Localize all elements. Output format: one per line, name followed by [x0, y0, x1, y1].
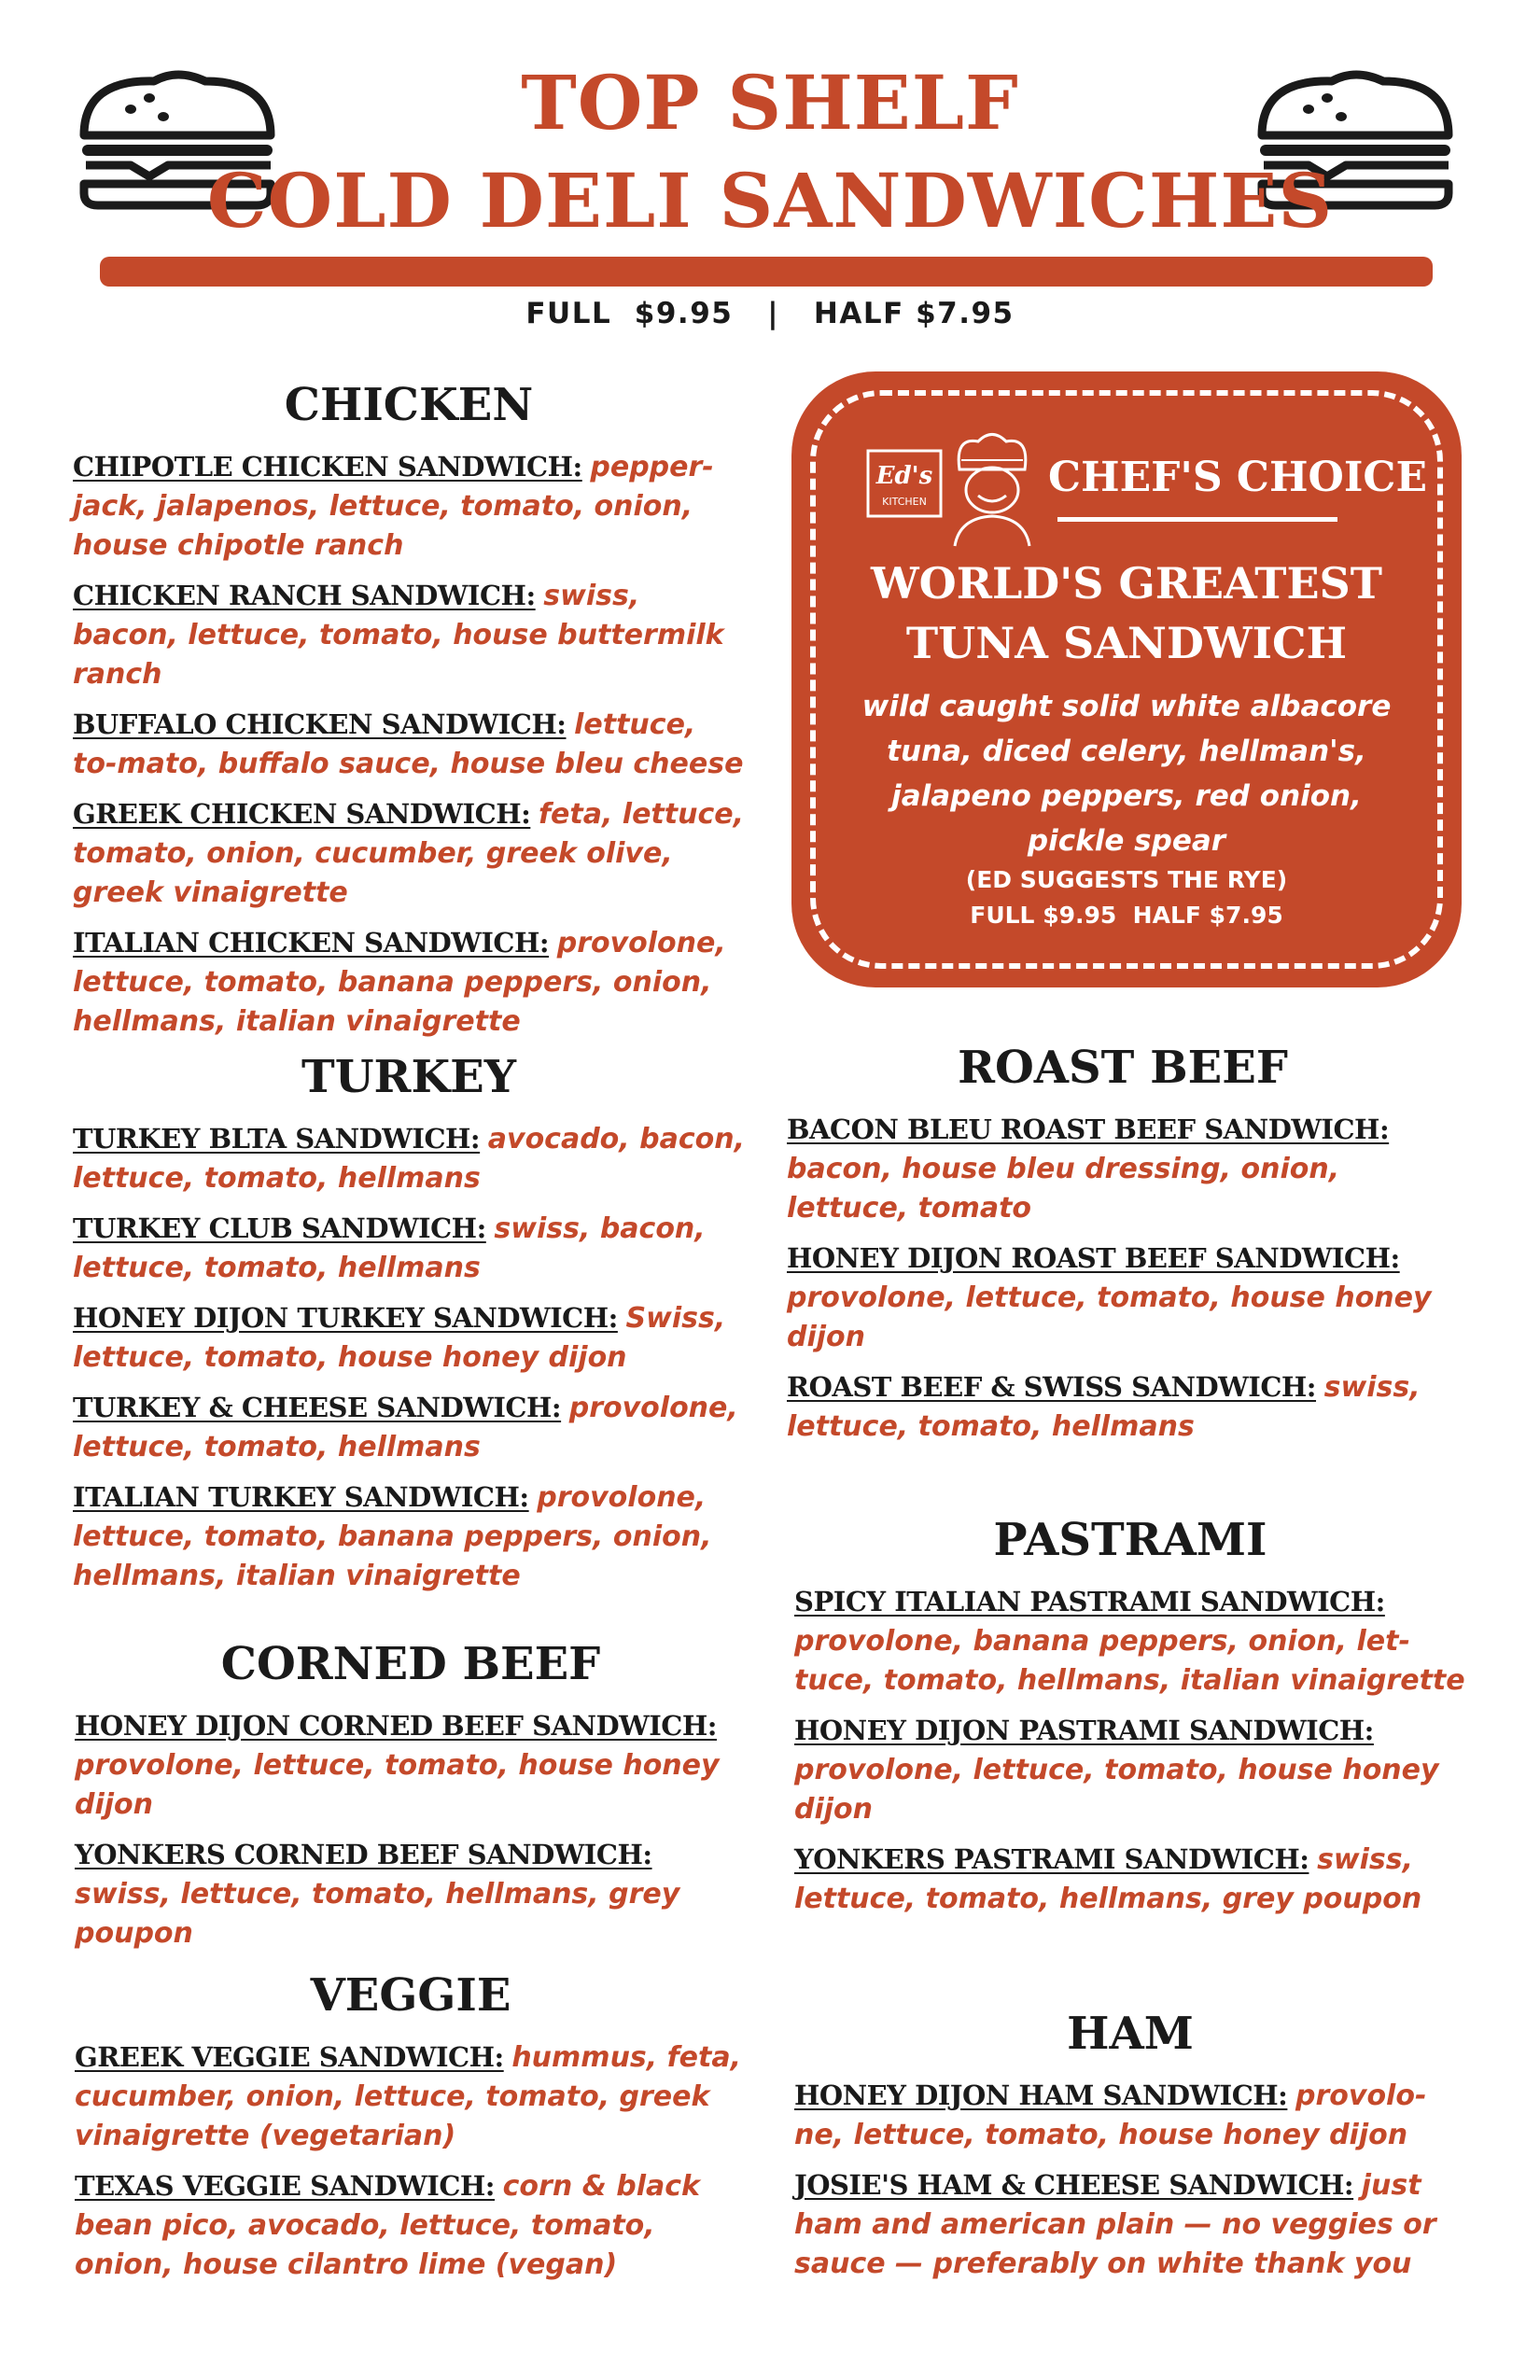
item-name: JOSIE'S HAM & CHEESE SANDWICH: [794, 2168, 1354, 2201]
item-name: CHICKEN RANCH SANDWICH: [73, 579, 536, 611]
chef-desc-line: jalapeno peppers, red onion, [891, 779, 1362, 813]
menu-item [75, 1706, 747, 1824]
chef-sandwich-desc [791, 684, 1462, 863]
item-desc: feta, lettuce, tomato, onion, cucumber, greek olive, greek vinaigrette [73, 797, 744, 909]
section-pastrami [794, 1516, 1466, 1929]
item-desc: provolone, lettuce, tomato, house honey dijon [787, 1281, 1432, 1353]
chef-price: FULL $9.95 HALF $7.95 [970, 902, 1283, 929]
item-desc: bacon, house bleu dressing, onion, lettuce, tomato [787, 1152, 1340, 1225]
item-desc: corn & black bean pico, avocado, lettuce, tomato, onion, house cilantro lime (vegan) [75, 2169, 700, 2281]
menu-item [75, 1835, 747, 1953]
section-turkey [73, 1053, 745, 1606]
section-roast-beef [787, 1043, 1459, 1457]
menu-item [75, 2166, 747, 2284]
item-name: SPICY ITALIAN PASTRAMI SANDWICH: [794, 1585, 1385, 1617]
menu-item [73, 1209, 745, 1287]
menu-item [794, 2165, 1466, 2283]
menu-item [794, 2076, 1466, 2154]
item-desc: provolone, lettuce, tomato, banana peppers, onion, hellmans, italian vinaigrette [73, 926, 726, 1038]
item-desc: provolone, lettuce, tomato, house honey dijon [75, 1748, 720, 1821]
item-name: HONEY DIJON ROAST BEEF SANDWICH: [787, 1241, 1400, 1274]
section-veggie [75, 1971, 747, 2295]
section-title: PASTRAMI [993, 1514, 1267, 1566]
chef-logo-icon [866, 432, 1034, 549]
item-name: TEXAS VEGGIE SANDWICH: [75, 2169, 496, 2202]
item-desc: provolone, lettuce, tomato, hellmans [73, 1391, 738, 1463]
item-desc: swiss, lettuce, tomato, hellmans [787, 1370, 1421, 1443]
chefs-choice-box [791, 371, 1462, 987]
item-desc: hummus, feta, cucumber, onion, lettuce, tomato, greek vinaigrette (vegetarian) [75, 2040, 741, 2152]
menu-item [73, 1298, 745, 1377]
item-desc: provolone, banana peppers, onion, let-tuce, tomato, hellmans, italian vinaigrette [794, 1624, 1465, 1697]
chef-title-rule [1057, 517, 1337, 522]
item-desc: swiss, bacon, lettuce, tomato, house buttermilk ranch [73, 579, 724, 691]
item-name: BUFFALO CHICKEN SANDWICH: [73, 707, 567, 740]
item-name: BACON BLEU ROAST BEEF SANDWICH: [787, 1113, 1390, 1145]
chef-desc-line: wild caught solid white albacore [861, 690, 1392, 723]
item-name: TURKEY & CHEESE SANDWICH: [73, 1391, 562, 1423]
item-name: ITALIAN CHICKEN SANDWICH: [73, 926, 550, 959]
title-divider [100, 257, 1433, 287]
chef-title: CHEF'S CHOICE [1048, 454, 1427, 501]
item-desc: swiss, lettuce, tomato, hellmans, grey poupon [75, 1877, 680, 1950]
menu-item [794, 1711, 1466, 1828]
item-desc: provolone, lettuce, tomato, banana peppers, onion, hellmans, italian vinaigrette [73, 1480, 712, 1592]
title-line-2: COLD DELI SANDWICHES [206, 157, 1334, 245]
logo-text: Ed's [875, 462, 933, 490]
chef-desc-line: tuna, diced celery, hellman's, [887, 735, 1366, 768]
menu-item [73, 1119, 745, 1197]
item-desc: swiss, bacon, lettuce, tomato, hellmans [73, 1211, 706, 1284]
item-name: ITALIAN TURKEY SANDWICH: [73, 1480, 529, 1513]
item-name: HONEY DIJON TURKEY SANDWICH: [73, 1301, 618, 1334]
item-name: TURKEY CLUB SANDWICH: [73, 1211, 486, 1244]
menu-item [787, 1110, 1459, 1227]
item-desc: provolo-ne, lettuce, tomato, house honey dijon [794, 2079, 1427, 2151]
item-name: GREEK CHICKEN SANDWICH: [73, 797, 531, 830]
item-name: GREEK VEGGIE SANDWICH: [75, 2040, 504, 2073]
item-name: CHIPOTLE CHICKEN SANDWICH: [73, 450, 582, 483]
chef-name-line: WORLD'S GREATEST [870, 558, 1382, 609]
item-desc: pepper-jack, jalapenos, lettuce, tomato, onion, house chipotle ranch [73, 450, 714, 562]
logo-subtext: KITCHEN [882, 496, 927, 508]
item-name: YONKERS CORNED BEEF SANDWICH: [75, 1838, 652, 1870]
price-line: FULL $9.95 | HALF $7.95 [525, 297, 1015, 330]
menu-item [75, 2037, 747, 2155]
menu-item [73, 576, 745, 693]
section-title: VEGGIE [310, 1969, 511, 2022]
chef-sandwich-name [791, 553, 1462, 673]
item-desc: avocado, bacon, lettuce, tomato, hellmans [73, 1122, 745, 1195]
menu-item [73, 794, 745, 912]
section-chicken [73, 381, 745, 1052]
section-corned-beef [75, 1640, 747, 1964]
chef-name-line: TUNA SANDWICH [905, 618, 1348, 668]
item-name: TURKEY BLTA SANDWICH: [73, 1122, 481, 1155]
item-desc: lettuce, to-mato, buffalo sauce, house bleu cheese [73, 707, 744, 780]
menu-item [787, 1239, 1459, 1356]
menu-item [73, 447, 745, 565]
chef-desc-line: pickle spear [1027, 824, 1226, 858]
item-name: HONEY DIJON CORNED BEEF SANDWICH: [75, 1709, 717, 1742]
item-desc: swiss, lettuce, tomato, hellmans, grey poupon [794, 1842, 1422, 1915]
section-ham [794, 2009, 1466, 2294]
item-desc: Swiss, lettuce, tomato, house honey dijon [73, 1301, 726, 1374]
section-title: CORNED BEEF [220, 1638, 601, 1690]
menu-item [73, 923, 745, 1041]
section-title: ROAST BEEF [958, 1042, 1288, 1094]
item-name: YONKERS PASTRAMI SANDWICH: [794, 1842, 1309, 1875]
menu-item [73, 705, 745, 783]
menu-item [794, 1840, 1466, 1918]
section-title: HAM [1067, 2008, 1194, 2060]
menu-item [73, 1388, 745, 1466]
item-name: ROAST BEEF & SWISS SANDWICH: [787, 1370, 1317, 1403]
chef-suggestion: (ED SUGGESTS THE RYE) [965, 866, 1288, 893]
section-title: TURKEY [301, 1051, 517, 1103]
title-line-1: TOP SHELF [521, 59, 1019, 147]
menu-item [73, 1477, 745, 1595]
item-desc: just ham and american plain — no veggies or sauce — preferably on white thank you [794, 2168, 1436, 2280]
menu-item [787, 1367, 1459, 1446]
item-name: HONEY DIJON PASTRAMI SANDWICH: [794, 1714, 1374, 1746]
section-title: CHICKEN [284, 379, 534, 431]
item-desc: provolone, lettuce, tomato, house honey dijon [794, 1753, 1439, 1826]
menu-item [794, 1582, 1466, 1700]
item-name: HONEY DIJON HAM SANDWICH: [794, 2079, 1288, 2111]
